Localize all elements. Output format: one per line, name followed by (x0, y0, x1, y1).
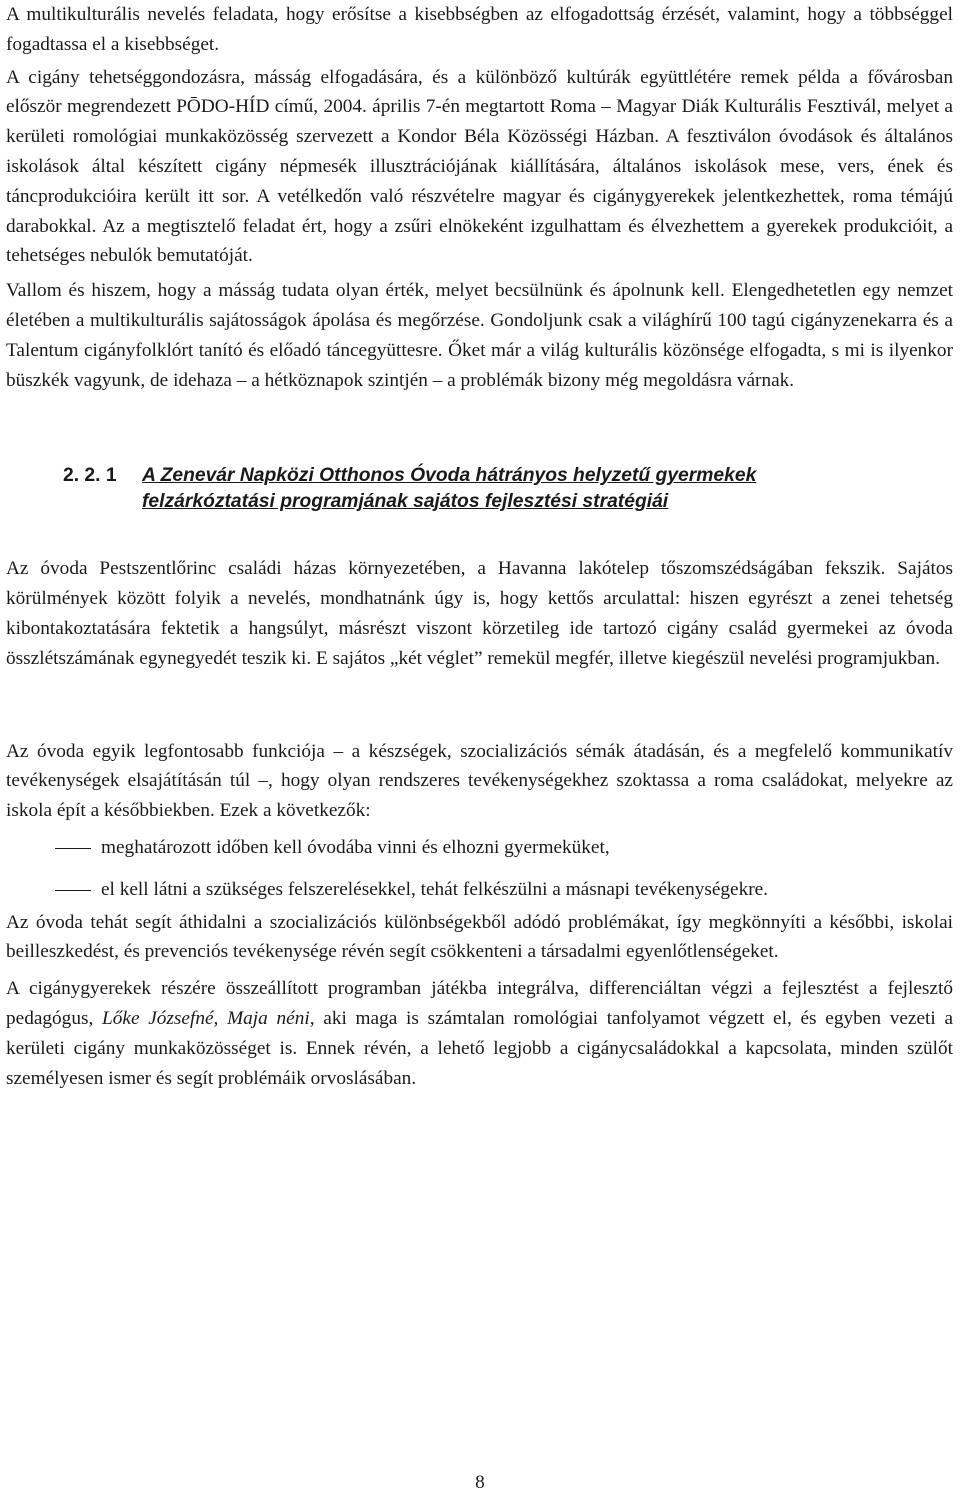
section-number: 2. 2. 1 (63, 465, 117, 487)
paragraph-text: A cigánygyerekek részére összeállított programban játékba integrálva, differenciáltan végzi a fejlesztést a fejlesztő pedagógus, (6, 978, 953, 1029)
paragraph-kindergarten-location: Az óvoda Pestszentlőrinc családi házas környezetében, a Havanna lakótelep tőszomszédságában fekszik. Sajátos körülmények között folyik a nevelés, mondhatnánk úgy is, hogy kettős arculattal: hiszen egyrészt a zenei tehetség kibontakoztatására fektetik a hangsúlyt, másrészt viszont körzetileg ide tartozó cigány család gyermekei az óvoda összlétszámának egynegyedét teszik ki. E sajátos „két véglet” remekül megfér, illetve kiegészül nevelési programjukban. (6, 558, 953, 669)
dash-bullet-icon (55, 890, 91, 891)
teacher-name: Lőke Józsefné, Maja néni (102, 1007, 310, 1029)
paragraph-development-teacher (6, 974, 953, 1093)
paragraph-text: , aki maga is számtalan romológiai tanfolyamot végzett el, és egyben vezeti a kerületi cigány munkaközösséget is. Ennek révén, a lehető legjobb a cigánycsaládokkal a kapcsolata, minden szülőt személyesen ismer és segít problémáik orvoslásában. (6, 1007, 953, 1089)
list-item (6, 833, 953, 863)
dash-bullet-icon (55, 848, 91, 849)
list-item-text: el kell látni a szükséges felszerelésekkel, tehát felkészülni a másnapi tevékenységekre. (101, 878, 769, 900)
list-item (6, 875, 953, 905)
list-item-text: meghatározott időben kell óvodába vinni és elhozni gyermeküket, (101, 836, 610, 858)
requirements-list (6, 833, 953, 905)
paragraph-kindergarten-function: Az óvoda egyik legfontosabb funkciója – a készségek, szocializációs sémák átadásán, és a megfelelő kommunikatív tevékenységek elsajátításán túl –, hogy olyan rendszeres tevékenységekhez szoktassa a roma családokat, melyekre az iskola épít a későbbiekben. Ezek a következők: (6, 740, 953, 822)
section-heading (6, 463, 953, 515)
paragraph-festival: A cigány tehetséggondozásra, másság elfogadására, és a különböző kultúrák együttlétére remek példa a fővárosban először megrendezett PŌDO-HÍD című, 2004. április 7-én megtartott Roma – Magyar Diák Kulturális Fesztivál, melyet a kerületi romológiai munkaközösség szervezett a Kondor Béla Közösségi Házban. A fesztiválon óvodások és általános iskolások által készített cigány népmesék illusztrációjának kiállítására, általános iskolások mese, vers, ének és táncprodukcióira került itt sor. A vetélkedőn való részvételre magyar és cigánygyerekek jelentkezhettek, roma témájú darabokkal. Az a megtisztelő feladat ért, hogy a zsűri elnökeként izgulhattam és élvezhettem a gyerekek produkcióit, a tehetséges nebulók bemutatóját. (6, 66, 953, 267)
paragraph-bridging-differences: Az óvoda tehát segít áthidalni a szocializációs különbségekből adódó problémákat, így megkönnyíti a későbbi, iskolai beilleszkedést, és prevenciós tevékenysége révén segít csökkenteni a társadalmi egyenlőtlenségeket. (6, 911, 953, 963)
section-title-line1: A Zenevár Napközi Otthonos Óvoda hátrányos helyzetű gyermekek (142, 465, 757, 487)
paragraph-multicultural-education: A multikulturális nevelés feladata, hogy erősítse a kisebbségben az elfogadottság érzését, valamint, hogy a többséggel fogadtassa el a kisebbséget. (6, 4, 953, 55)
paragraph-otherness-value: Vallom és hiszem, hogy a másság tudata olyan érték, melyet becsülnünk és ápolnunk kell. Elengedhetetlen egy nemzet életében a multikulturális sajátosságok ápolása és megőrzése. Gondoljunk csak a világhírű 100 tagú cigányzenekarra és a Talentum cigányfolklórt tanító és előadó táncegyüttesre. Őket már a világ kulturális közönsége elfogadta, s mi is ilyenkor büszkék vagyunk, de idehaza – a hétköznapok szintjén – a problémák bizony még megoldásra várnak. (6, 280, 953, 391)
page-number: 8 (475, 1472, 485, 1493)
section-title-line2: felzárkóztatási programjának sajátos fejlesztési stratégiái (142, 491, 669, 513)
document-page (6, 0, 953, 1093)
